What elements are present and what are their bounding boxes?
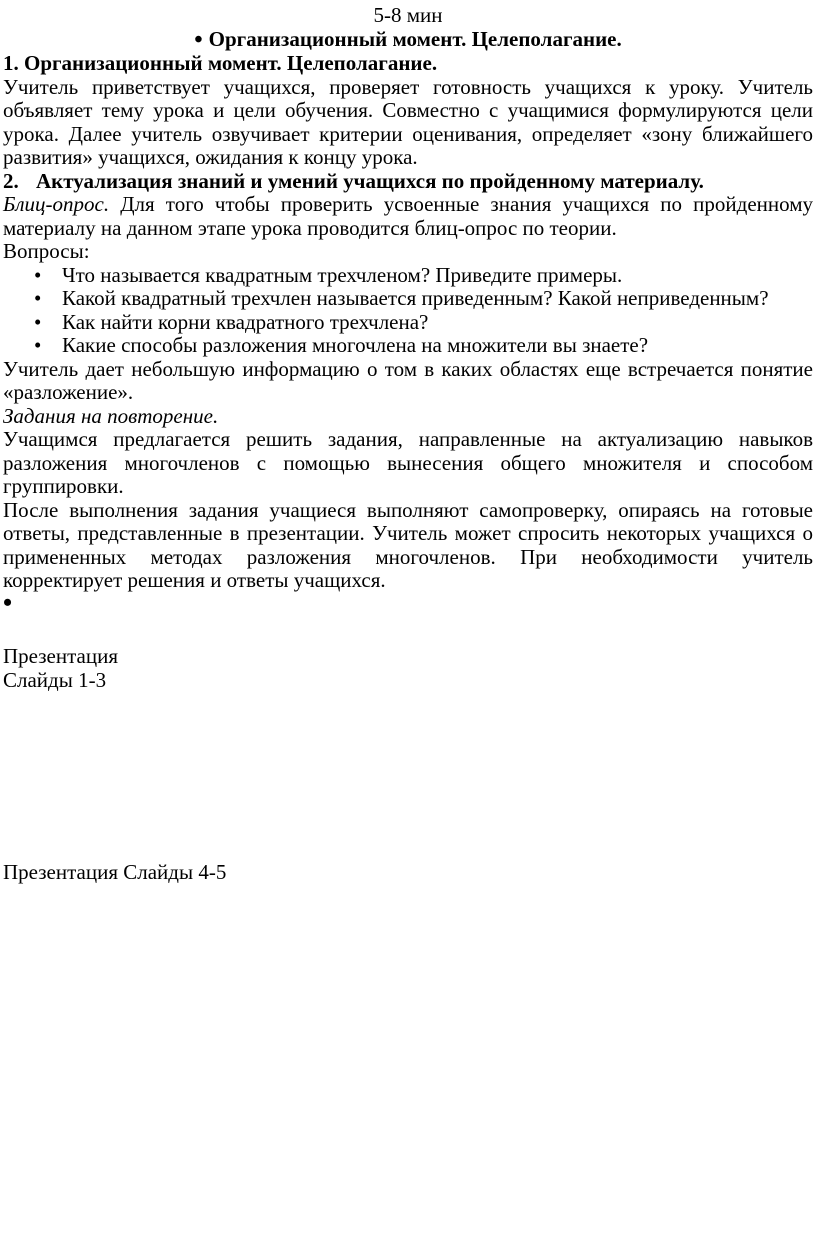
questions-list [3, 264, 813, 358]
question-item [3, 311, 813, 335]
list-bullet-icon: • [34, 262, 42, 287]
blitz-label: Блиц-опрос. [3, 192, 110, 216]
org-paragraph: Учитель приветствует учащихся, проверяет готовность учащихся к уроку. Учитель объявляет тему урока и цели обучения. Совместно с учащимися формулируются цели урока. Далее учитель озвучивает критерии оценивания, определяет «зону ближайшего развития» учащихся, ожидания к концу урока. [3, 74, 813, 169]
org-centered-heading [3, 28, 813, 53]
list-bullet-icon: • [34, 333, 42, 357]
repetition-title: Задания на повторение. [3, 403, 219, 428]
question-text: Как найти корни квадратного трехчлена? [62, 309, 429, 334]
heading-bullet-icon: • [194, 26, 203, 53]
org-numbered-heading: 1. Организационный момент. Целеполагание. [3, 51, 438, 75]
slides-line: Слайды 1-3 [3, 667, 107, 692]
resources-block-2 [3, 861, 813, 885]
blitz-paragraph [3, 193, 813, 240]
repetition-paragraph: Учащимся предлагается решить задания, направленные на актуализацию навыков разложения многочленов с помощью вынесения общего множителя и способом группировки. [3, 427, 813, 498]
lone-bullet-icon: • [3, 587, 13, 617]
actualization-heading [3, 170, 813, 194]
question-text: Какие способы разложения многочлена на множители вы знаете? [62, 333, 649, 357]
info-note-paragraph: Учитель дает небольшую информацию о том в каких областях еще встречается понятие «разложение». [3, 356, 813, 404]
actualization-heading-text: Актуализация знаний и умений учащихся по пройденному материалу. [36, 168, 704, 193]
duration-text: 5-8 мин [373, 3, 443, 27]
presentation-slides-line: Презентация Слайды 4-5 [3, 860, 227, 884]
org-centered-heading-text: Организационный момент. Целеполагание. [208, 26, 622, 51]
actualization-number: 2. [3, 168, 19, 193]
list-bullet-icon: • [34, 286, 42, 310]
presentation-line: Презентация [3, 644, 118, 668]
list-bullet-icon: • [34, 309, 42, 334]
selfcheck-paragraph: После выполнения задания учащиеся выполняют самопроверку, опираясь на готовые ответы, представленные в презентации. Учитель может спросить некоторых учащихся о примененных методах разложения многочленов. При необходимости учитель корректирует решения и ответы учащихся. [3, 497, 813, 592]
blitz-text: Для того чтобы проверить усвоенные знания учащихся по пройденному материалу на данном этапе урока проводится блиц-опрос по теории. [3, 192, 814, 240]
question-text: Какой квадратный трехчлен называется приведенным? Какой неприведенным? [62, 286, 769, 310]
resources-block-1 [3, 645, 813, 692]
question-item [3, 287, 813, 311]
question-text: Что называется квадратным трехчленом? Приведите примеры. [62, 262, 623, 287]
question-item [3, 334, 813, 358]
question-item [3, 264, 813, 288]
questions-label: Вопросы: [3, 239, 90, 263]
